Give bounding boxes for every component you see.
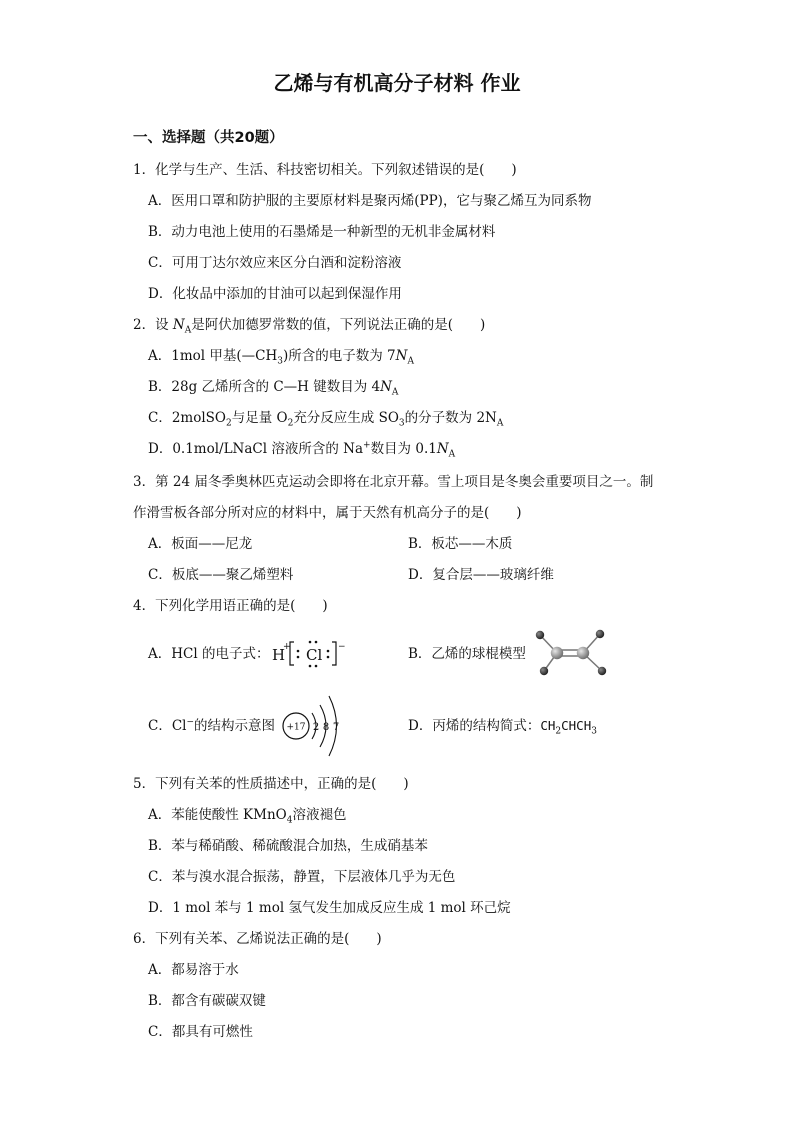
q4-option-d: D．丙烯的结构简式：$CH_2CHCH_3$	[408, 718, 597, 737]
ethylene-ball-stick-model	[530, 627, 612, 681]
q1-stem: 1．化学与生产、生活、科技密切相关。下列叙述错误的是( )	[133, 162, 517, 178]
q3-option-c: C．板底——聚乙烯塑料	[148, 567, 294, 583]
q4-option-a: A．HCl 的电子式：	[148, 646, 270, 662]
q6-stem: 6．下列有关苯、乙烯说法正确的是( )	[133, 931, 382, 947]
q1-option-b: B．动力电池上使用的石墨烯是一种新型的无机非金属材料	[148, 224, 496, 240]
q5-option-b: B．苯与稀硝酸、稀硫酸混合加热，生成硝基苯	[148, 838, 428, 854]
chloride-ion-structure-diagram	[280, 690, 352, 766]
q2-option-d: D．0.1mol/LNaCl 溶液所含的 Na+数目为 $0.1N_A$	[148, 440, 456, 460]
q6-option-a: A．都易溶于水	[148, 962, 239, 978]
hydrogen-atom-2	[540, 667, 548, 675]
q2-option-b: B．28g 乙烯所含的 C—H 键数目为 $4N_A$	[148, 379, 399, 398]
q1-option-c: C．可用丁达尔效应来区分白酒和淀粉溶液	[148, 255, 402, 271]
q5-stem: 5．下列有关苯的性质描述中，正确的是( )	[133, 776, 409, 792]
carbon-atom-2	[577, 647, 589, 659]
q3-option-d: D．复合层——玻璃纤维	[408, 567, 554, 583]
q1-option-d: D．化妆品中添加的甘油可以起到保湿作用	[148, 286, 402, 302]
q5-option-c: C．苯与溴水混合振荡，静置，下层液体几乎为无色	[148, 869, 456, 885]
hydrogen-atom-3	[596, 630, 604, 638]
hcl-electron-formula	[270, 634, 350, 674]
hcl-plus-charge: +	[283, 642, 291, 652]
hydrogen-atom-1	[536, 631, 544, 639]
hcl-h-symbol: H	[272, 646, 286, 664]
q2-option-c: C．2molSO$_2$与足量 $O_2$充分反应生成 $SO_3$的分子数为 $2N_A$	[148, 410, 504, 429]
q3-option-a: A．板面——尼龙	[148, 536, 253, 552]
carbon-atom-1	[551, 647, 563, 659]
page-title: 乙烯与有机高分子材料 作业	[273, 71, 521, 95]
shell-1-count: 2	[312, 722, 320, 733]
shell-2-count: 8	[322, 722, 330, 733]
q4-option-c: C．Cl−的结构示意图	[148, 717, 276, 734]
q5-option-d: D．1 mol 苯与 1 mol 氢气发生加成反应生成 1 mol 环己烷	[148, 900, 511, 916]
q3-stem-line2: 作滑雪板各部分所对应的材料中，属于天然有机高分子的是( )	[133, 505, 522, 521]
nucleus-charge: +17	[286, 722, 306, 733]
q3-option-b: B．板芯——木质	[408, 536, 513, 552]
q4-option-b: B．乙烯的球棍模型	[408, 646, 526, 662]
q3-stem-line1: 3．第 24 届冬季奥林匹克运动会即将在北京开幕。雪上项目是冬奥会重要项目之一。制	[133, 474, 654, 490]
q2-stem: 2．设 $N_A$是阿伏加德罗常数的值，下列说法正确的是( )	[133, 317, 486, 336]
q2-option-a: A．1mol 甲基$(—CH_3)$所含的电子数为 $7N_A$	[148, 348, 414, 367]
q4-stem: 4．下列化学用语正确的是( )	[133, 598, 328, 614]
hcl-minus-charge: −	[338, 642, 346, 652]
hcl-cl-symbol: Cl	[306, 646, 323, 664]
q6-option-b: B．都含有碳碳双键	[148, 993, 266, 1009]
shell-3-count: 7	[332, 722, 340, 733]
section-heading: 一、选择题（共20题）	[133, 130, 284, 146]
q5-option-a: A．苯能使酸性 KMnO$_4$溶液褪色	[148, 807, 347, 826]
q1-option-a: A．医用口罩和防护服的主要原材料是聚丙烯(PP)，它与聚乙烯互为同系物	[148, 193, 592, 209]
hydrogen-atom-4	[598, 667, 606, 675]
q6-option-c: C．都具有可燃性	[148, 1024, 253, 1040]
